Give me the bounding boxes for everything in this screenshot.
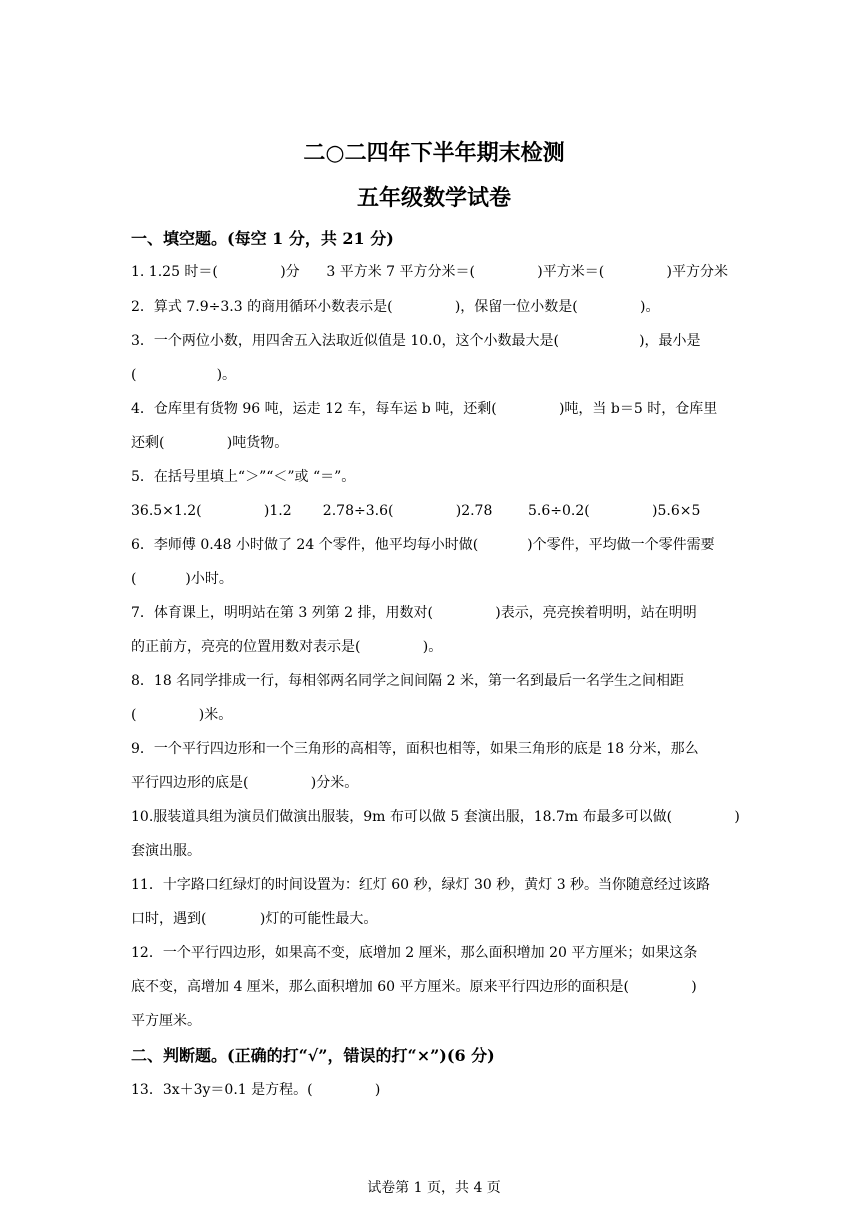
question-line: 6．李师傅 0.48 小时做了 24 个零件，他平均每小时做( )个零件，平均做一个零件需要 — [131, 537, 715, 553]
question-line: 平方厘米。 — [131, 1013, 201, 1029]
question-line: 13．3x＋3y＝0.1 是方程。( ) — [131, 1082, 381, 1098]
question-line: 10.服装道具组为演员们做演出服装，9m 布可以做 5 套演出服，18.7m 布最多可以做( ) — [131, 809, 740, 825]
question-line: 36.5×1.2( )1.2 2.78÷3.6( )2.78 5.6÷0.2( )5.6×5 — [131, 503, 701, 519]
question-line: 的正前方，亮亮的位置用数对表示是( )。 — [131, 639, 443, 655]
section-heading-true-false: 二、判断题。(正确的打“√”，错误的打“×”)(6 分) — [131, 1046, 495, 1065]
question-line: 还剩( )吨货物。 — [131, 435, 289, 451]
question-line: 1. 1.25 时＝( )分 3 平方米 7 平方分米＝( )平方米＝( )平方分米 — [131, 264, 728, 280]
exam-subtitle: 五年级数学试卷 — [356, 185, 511, 211]
question-line: 4．仓库里有货物 96 吨，运走 12 车，每车运 b 吨，还剩( )吨，当 b＝5 时，仓库里 — [131, 401, 718, 417]
question-line: 底不变，高增加 4 厘米，那么面积增加 60 平方厘米。原来平行四边形的面积是( ) — [131, 979, 697, 995]
question-line: ( )。 — [131, 367, 237, 383]
question-line: ( )小时。 — [131, 571, 233, 587]
question-line: 11．十字路口红绿灯的时间设置为：红灯 60 秒，绿灯 30 秒，黄灯 3 秒。当你随意经过该路 — [131, 877, 711, 893]
question-line: 12．一个平行四边形，如果高不变，底增加 2 厘米，那么面积增加 20 平方厘米；如果这条 — [131, 945, 698, 961]
question-line: 2．算式 7.9÷3.3 的商用循环小数表示是( )，保留一位小数是( )。 — [131, 299, 660, 315]
page-footer: 试卷第 1 页，共 4 页 — [367, 1180, 501, 1196]
exam-title: 二○二四年下半年期末检测 — [303, 140, 565, 166]
question-line: 套演出服。 — [131, 843, 201, 859]
question-line: 5．在括号里填上“＞”“＜”或 “＝”。 — [131, 469, 356, 485]
question-line: 7．体育课上，明明站在第 3 列第 2 排，用数对( )表示，亮亮挨着明明，站在明明 — [131, 605, 697, 621]
question-line: 3．一个两位小数，用四舍五入法取近似值是 10.0，这个小数最大是( )，最小是 — [131, 333, 701, 349]
question-line: ( )米。 — [131, 707, 233, 723]
question-line: 8．18 名同学排成一行，每相邻两名同学之间间隔 2 米，第一名到最后一名学生之间相距 — [131, 673, 684, 689]
question-line: 口时，遇到( )灯的可能性最大。 — [131, 911, 378, 927]
section-heading-fill-blank: 一、填空题。(每空 1 分，共 21 分) — [131, 229, 394, 248]
question-line: 平行四边形的底是( )分米。 — [131, 775, 359, 791]
question-line: 9．一个平行四边形和一个三角形的高相等，面积也相等，如果三角形的底是 18 分米，那么 — [131, 741, 699, 757]
